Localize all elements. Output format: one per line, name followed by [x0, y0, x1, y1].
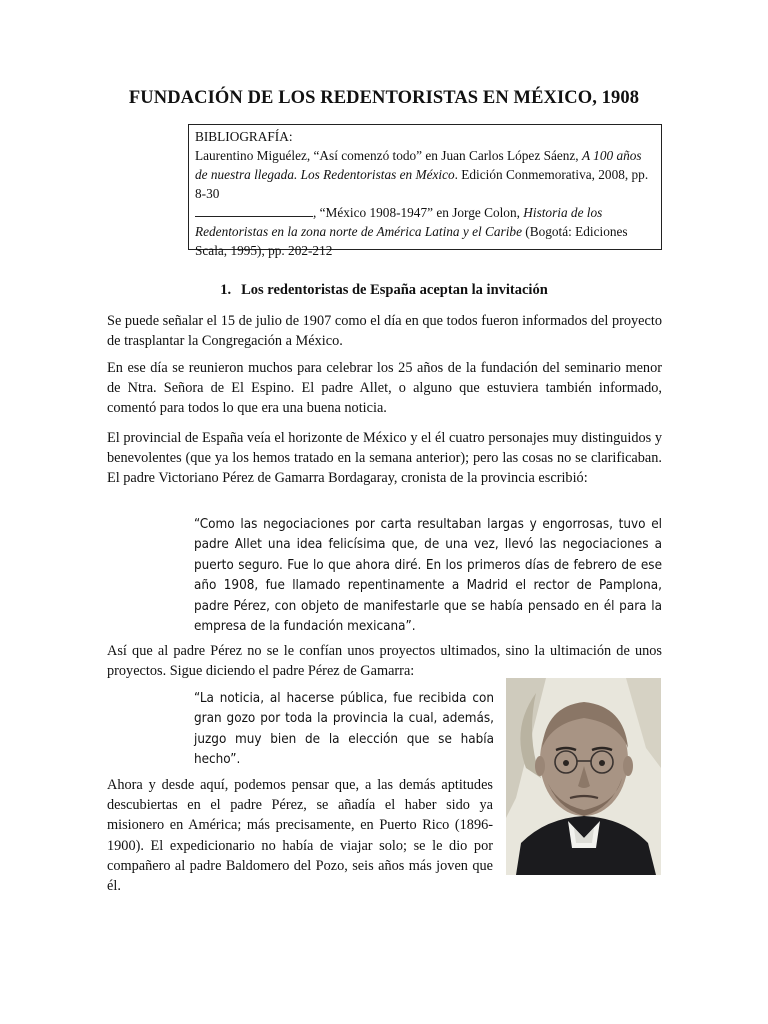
section-number: 1. — [220, 282, 232, 298]
document-title: FUNDACIÓN DE LOS REDENTORISTAS EN MÉXICO, 1908 — [128, 88, 640, 108]
priest-portrait-image — [506, 678, 661, 875]
entry-1-book: A 100 años de nuestra llegada. Los Redentoristas en México — [195, 148, 642, 182]
quote-1: “Como las negociaciones por carta resultaban largas y engorrosas, tuvo el padre Allet una idea felicísima que, de una vez, llevó las negociaciones a puerto seguro. Fue lo que ahora diré. En los primeros días de febrero de ese año 1908, fue llamado repentinamente a Madrid el rector de Pamplona, padre Pérez, con objeto de manifestarle que se había pensado en él para la empresa de la fundación mexicana”. — [194, 517, 662, 635]
paragraph-5: Ahora y desde aquí, podemos pensar que, a las demás aptitudes descubiertas en el padre Pérez, se añadía el haber sido ya misionero en América; más precisamente, en Puerto Rico (1896-1900). El expedicionario no había de viajar solo; se le dio por compañero al padre Baldomero del Pozo, seis años más joven que él. — [107, 777, 493, 895]
paragraph-3: El provincial de España veía el horizonte de México y el él cuatro personajes muy distinguidos y benevolentes (que ya los hemos tratado en la semana anterior); pero las cosas no se clarificaban. El padre Victoriano Pérez de Gamarra Bordagaray, cronista de la provincia escribió: — [107, 430, 662, 487]
paragraph-1: Se puede señalar el 15 de julio de 1907 como el día en que todos fueron informados del proyecto de trasplantar la Congregación a México. — [107, 313, 662, 350]
section-heading — [0, 282, 768, 299]
quote-2: “La noticia, al hacerse pública, fue recibida con gran gozo por toda la provincia la cual, además, juzgo muy bien de la elección que se había hecho”. — [194, 691, 494, 768]
entry-2-book: Historia de los Redentoristas en la zona norte de América Latina y el Caribe — [195, 205, 603, 239]
entry-1-author: Laurentino Miguélez, “Así comenzó todo” en Juan Carlos López Sáenz, — [195, 148, 582, 163]
entry-2-author: , “México 1908-1947” en Jorge Colon, — [313, 205, 524, 220]
paragraph-2: En ese día se reunieron muchos para celebrar los 25 años de la fundación del seminario menor de Ntra. Señora de El Espino. El padre Allet, o alguno que estuviera también informado, comentó para todos lo que era una buena noticia. — [107, 360, 662, 417]
section-title: Los redentoristas de España aceptan la invitación — [241, 282, 548, 298]
bibliography-entry-1 — [195, 146, 655, 203]
portrait-illustration — [506, 678, 661, 875]
paragraph-4: Así que al padre Pérez no se le confían unos proyectos ultimados, sino la ultimación de unos proyectos. Sigue diciendo el padre Pérez de Gamarra: — [107, 643, 662, 680]
entry-1-details: . Edición Conmemorativa, 2008, pp. 8-30 — [195, 167, 649, 201]
ditto-rule — [195, 204, 313, 217]
bibliography-entry-2 — [195, 203, 655, 260]
entry-2-details: (Bogotá: Ediciones Scala, 1995), pp. 202-212 — [195, 224, 628, 258]
bibliography-heading: BIBLIOGRAFÍA: — [195, 129, 293, 144]
bibliography-box — [188, 124, 662, 258]
